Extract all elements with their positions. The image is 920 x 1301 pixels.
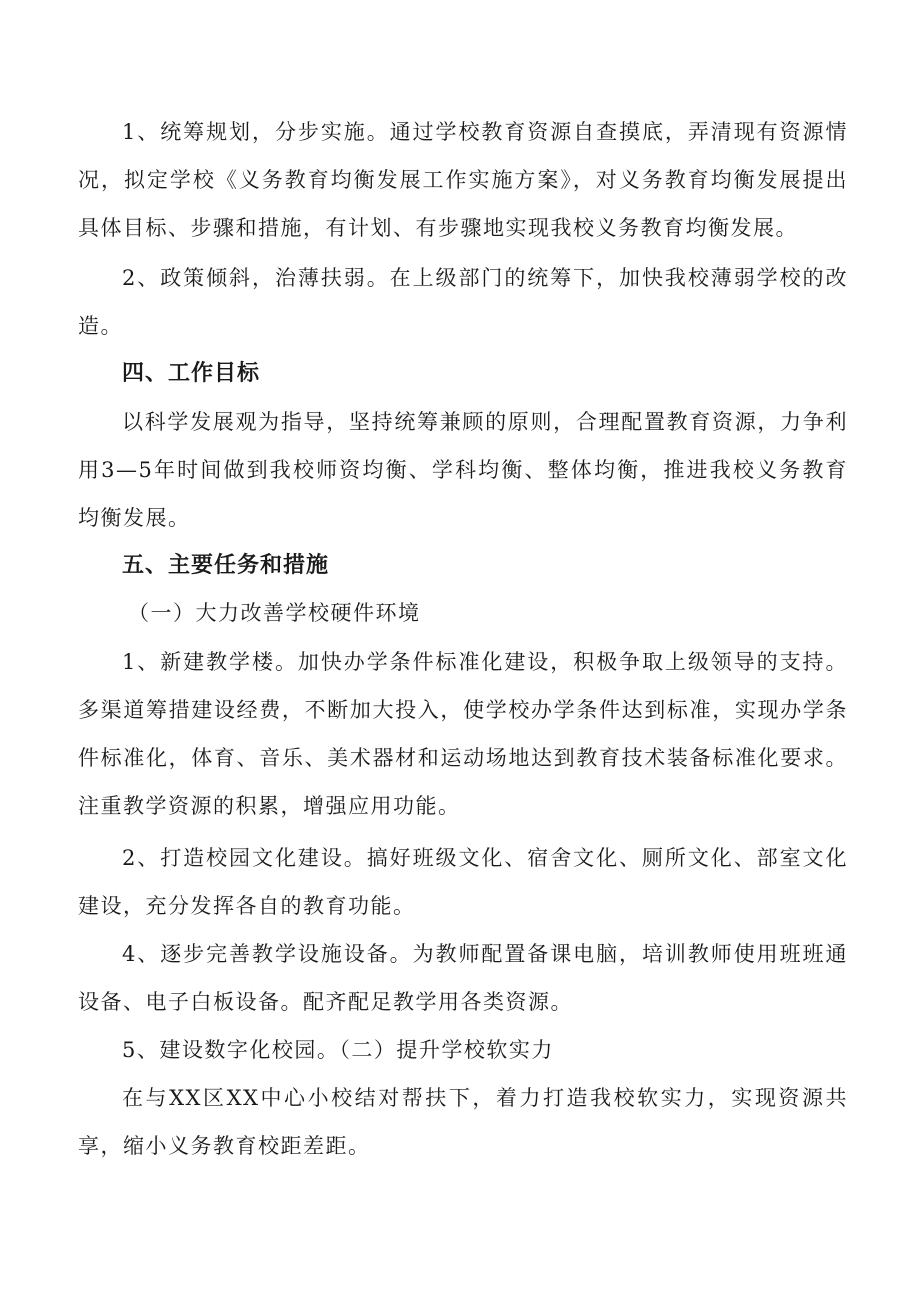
paragraph-digital-campus: 5、建设数字化校园。（二）提升学校软实力: [122, 1038, 554, 1062]
paragraph-teaching-building: 1、新建教学楼。加快办学条件标准化建设，积极争取上级领导的支持。多渠道筹措建设经费，不断加大投入，使学校办学条件达到标准，实现办学条件标准化，体育、音乐、美术器材和运动场地达到教育技术装备标准化要求。注重教学资源的积累，增强应用功能。: [78, 650, 848, 818]
heading-tasks-measures: 五、主要任务和措施: [122, 553, 330, 578]
heading-work-goals: 四、工作目标: [122, 361, 261, 386]
paragraph-planning: 1、统筹规划，分步实施。通过学校教育资源自查摸底，弄清现有资源情况，拟定学校《义务教育均衡发展工作实施方案》，对义务教育均衡发展提出具体目标、步骤和措施，有计划、有步骤地实现我校义务教育均衡发展。: [78, 120, 848, 240]
paragraph-campus-culture: 2、打造校园文化建设。搞好班级文化、宿舍文化、厕所文化、部室文化建设，充分发挥各自的教育功能。: [78, 846, 848, 918]
paragraph-goals: 以科学发展观为指导，坚持统筹兼顾的原则，合理配置教育资源，力争利用3—5年时间做到我校师资均衡、学科均衡、整体均衡，推进我校义务教育均衡发展。: [78, 410, 848, 530]
paragraph-policy: 2、政策倾斜，治薄扶弱。在上级部门的统筹下，加快我校薄弱学校的改造。: [78, 266, 848, 338]
paragraph-partnership: 在与XX区XX中心小校结对帮扶下，着力打造我校软实力，实现资源共享，缩小义务教育校距差距。: [78, 1086, 848, 1158]
paragraph-facilities: 4、逐步完善教学设施设备。为教师配置备课电脑，培训教师使用班班通设备、电子白板设备。配齐配足教学用各类资源。: [78, 942, 848, 1014]
subheading-hardware: （一）大力改善学校硬件环境: [128, 601, 421, 625]
